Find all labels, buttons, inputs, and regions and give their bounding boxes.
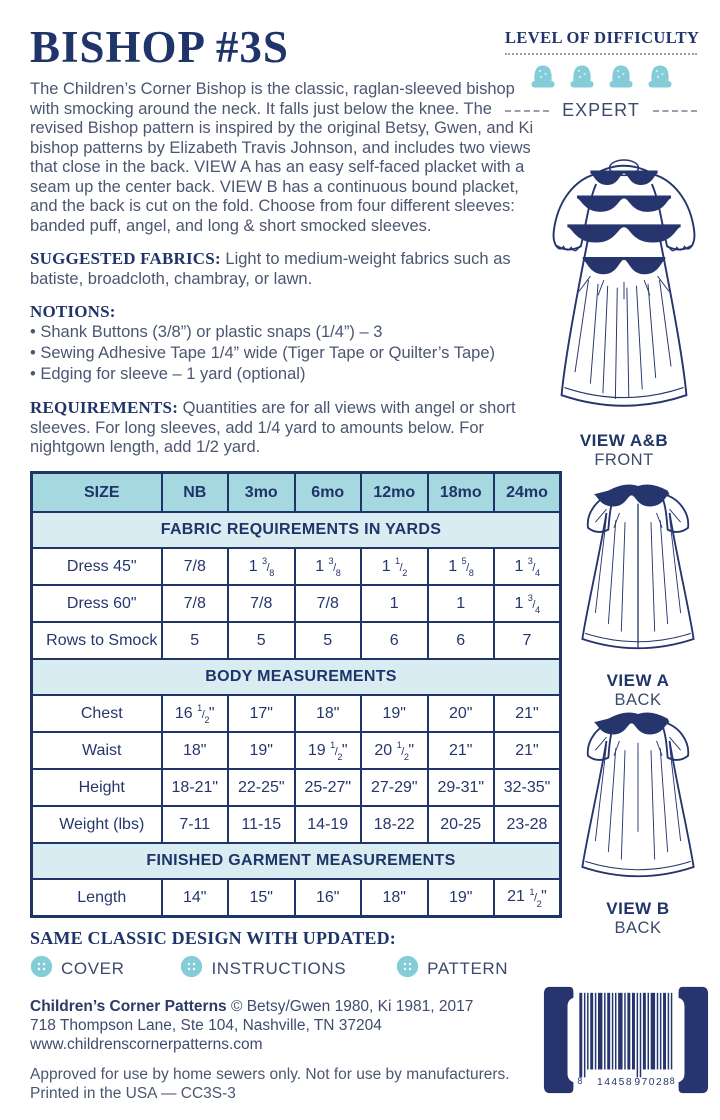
- barcode-digit-right: 97028: [634, 1077, 671, 1089]
- table-cell: 1 $^5/_8$: [428, 548, 495, 585]
- table-cell: 1: [428, 585, 495, 622]
- updated-item: [396, 955, 508, 983]
- table-cell: 21 $^1/_2$": [494, 879, 561, 916]
- address-line: 718 Thompson Lane, Ste 104, Nashville, TN 37204: [30, 1016, 382, 1034]
- view-a-sublabel: BACK: [614, 691, 662, 709]
- table-row: [32, 585, 561, 622]
- table-cell: 1 $^1/_2$: [361, 548, 428, 585]
- table-cell: 11-15: [228, 806, 295, 843]
- dress-back-b-illustration: [558, 702, 718, 892]
- table-cell: 25-27": [295, 769, 362, 806]
- table-cell: 18": [295, 695, 362, 732]
- thimble-icon: [528, 62, 558, 96]
- table-section-header: FINISHED GARMENT MEASUREMENTS: [32, 843, 561, 879]
- requirements-text: Quantities are for all views with angel or short sleeves. For long sleeves, add 1/4 yard to amounts below. For nightgown length, add 1/2 yard.: [30, 399, 516, 457]
- table-cell: 16 $^1/_2$": [162, 695, 229, 732]
- row-label: Waist: [32, 732, 162, 769]
- notions-heading: NOTIONS:: [30, 302, 116, 322]
- size-table: [30, 471, 562, 918]
- table-cell: 18": [162, 732, 229, 769]
- main-column: [30, 24, 562, 1103]
- table-cell: 1 $^3/_4$: [494, 585, 561, 622]
- table-cell: 7-11: [162, 806, 229, 843]
- company-name: Children’s Corner Patterns: [30, 997, 227, 1015]
- barcode-bars: [579, 993, 672, 1078]
- copyright-text: © Betsy/Gwen 1980, Ki 1981, 2017: [226, 997, 474, 1015]
- dotted-divider: [505, 53, 697, 55]
- difficulty-level-row: [505, 100, 697, 121]
- thimble-icon: [606, 62, 636, 96]
- table-cell: 21": [494, 732, 561, 769]
- table-row: [32, 548, 561, 585]
- button-icon: [396, 955, 419, 983]
- button-icon: [30, 955, 53, 983]
- table-cell: 18-21": [162, 769, 229, 806]
- size-column-12mo: 12mo: [361, 472, 428, 512]
- size-column-3mo: 3mo: [228, 472, 295, 512]
- figure-view-ab-front: [528, 136, 720, 470]
- table-cell: 15": [228, 879, 295, 916]
- notions-section: [30, 302, 562, 385]
- table-cell: 16": [295, 879, 362, 916]
- dress-front-illustration: [529, 136, 719, 424]
- notions-list: [30, 322, 562, 385]
- table-row: [32, 732, 561, 769]
- updated-heading: SAME CLASSIC DESIGN WITH UPDATED:: [30, 927, 397, 948]
- row-label: Height: [32, 769, 162, 806]
- difficulty-panel: [505, 28, 700, 121]
- suggested-fabrics-text: Light to medium-weight fabrics such as batiste, broadcloth, chambray, or lawn.: [30, 250, 511, 288]
- table-cell: 5: [295, 622, 362, 659]
- table-cell: 1 $^3/_8$: [228, 548, 295, 585]
- dashed-line-right: [653, 110, 697, 112]
- figure-view-a-back: [556, 474, 720, 710]
- table-cell: 14": [162, 879, 229, 916]
- difficulty-heading: LEVEL OF DIFFICULTY: [505, 28, 700, 47]
- updated-item-label: INSTRUCTIONS: [211, 958, 347, 978]
- size-column-NB: NB: [162, 472, 229, 512]
- updated-item-label: COVER: [61, 958, 125, 978]
- size-column-18mo: 18mo: [428, 472, 495, 512]
- barcode-digit-lead: 8: [577, 1076, 583, 1087]
- table-cell: 18-22: [361, 806, 428, 843]
- table-cell: 5: [162, 622, 229, 659]
- table-cell: 22-25": [228, 769, 295, 806]
- publisher-info: [30, 997, 562, 1054]
- table-cell: 7/8: [228, 585, 295, 622]
- table-cell: 21": [428, 732, 495, 769]
- table-section-header: BODY MEASUREMENTS: [32, 659, 561, 695]
- table-cell: 29-31": [428, 769, 495, 806]
- table-row: [32, 769, 561, 806]
- notions-item: • Shank Buttons (3/8”) or plastic snaps (1/4”) – 3: [30, 322, 562, 343]
- view-b-sublabel: BACK: [614, 919, 662, 937]
- updated-item: [180, 955, 346, 983]
- row-label: Rows to Smock: [32, 622, 162, 659]
- website-line: www.childrenscornerpatterns.com: [30, 1035, 263, 1053]
- table-cell: 6: [428, 622, 495, 659]
- row-label: Dress 60": [32, 585, 162, 622]
- table-cell: 6: [361, 622, 428, 659]
- row-label: Weight (lbs): [32, 806, 162, 843]
- row-label: Chest: [32, 695, 162, 732]
- table-cell: 7/8: [162, 585, 229, 622]
- table-cell: 14-19: [295, 806, 362, 843]
- view-a-label: VIEW A: [606, 671, 670, 690]
- table-cell: 27-29": [361, 769, 428, 806]
- table-cell: 19": [361, 695, 428, 732]
- table-cell: 17": [228, 695, 295, 732]
- spool-barcode: [540, 984, 712, 1101]
- table-cell: 20 $^1/_2$": [361, 732, 428, 769]
- table-cell: 1: [361, 585, 428, 622]
- barcode-digit-check: 8: [669, 1076, 675, 1087]
- updated-items: [30, 955, 562, 983]
- page-title: BISHOP #3S: [30, 22, 289, 72]
- table-row: [32, 879, 561, 916]
- suggested-fabrics-heading: SUGGESTED FABRICS:: [30, 249, 221, 269]
- barcode-digit-left: 14458: [597, 1077, 634, 1089]
- table-cell: 18": [361, 879, 428, 916]
- table-row: [32, 695, 561, 732]
- difficulty-level-label: EXPERT: [562, 100, 640, 120]
- table-cell: 7/8: [295, 585, 362, 622]
- table-section-header: FABRIC REQUIREMENTS IN YARDS: [32, 512, 561, 548]
- updated-item-label: PATTERN: [427, 958, 509, 978]
- approval-line-1: Approved for use by home sewers only. Not for use by manufacturers.: [30, 1065, 510, 1083]
- row-label: Length: [32, 879, 162, 916]
- approval-note: [30, 1065, 562, 1103]
- view-ab-sublabel: FRONT: [594, 451, 654, 469]
- approval-line-2: Printed in the USA — CC3S-3: [30, 1084, 236, 1102]
- view-ab-label: VIEW A&B: [579, 431, 669, 450]
- table-cell: 1 $^3/_8$: [295, 548, 362, 585]
- requirements-heading: REQUIREMENTS:: [30, 398, 179, 418]
- table-cell: 19": [228, 732, 295, 769]
- dashed-line-left: [505, 110, 549, 112]
- suggested-fabrics-paragraph: [30, 249, 562, 289]
- table-cell: 20": [428, 695, 495, 732]
- notions-item: • Edging for sleeve – 1 yard (optional): [30, 364, 562, 385]
- table-cell: 20-25: [428, 806, 495, 843]
- copyright-line: [30, 997, 562, 1016]
- pattern-description: The Children’s Corner Bishop is the classic, raglan-sleeved bishop with smocking around the neck. It falls just below the knee. The revised Bishop pattern is inspired by the original Betsy, Gwen, and Ki bishop patterns by Elizabeth Travis Johnson, and includes two views that close in the back. VIEW A has an easy self-faced placket with a seam up the center back. VIEW B has a continuous bound placket, and the back is cut on the fold. Choose from four different sleeves: banded puff, angel, and long & short smocked sleeves.: [30, 80, 534, 235]
- table-cell: 32-35": [494, 769, 561, 806]
- table-cell: 7: [494, 622, 561, 659]
- requirements-paragraph: [30, 398, 562, 458]
- updated-item: [30, 955, 124, 983]
- thimble-icon: [645, 62, 675, 96]
- size-column-24mo: 24mo: [494, 472, 561, 512]
- dress-back-a-illustration: [558, 474, 718, 664]
- table-cell: 19 $^1/_2$": [295, 732, 362, 769]
- table-cell: 7/8: [162, 548, 229, 585]
- updated-section: [30, 928, 562, 983]
- table-cell: 5: [228, 622, 295, 659]
- barcode-icon: [540, 984, 712, 1096]
- table-cell: 21": [494, 695, 561, 732]
- button-icon: [180, 955, 203, 983]
- table-cell: 19": [428, 879, 495, 916]
- size-column-header: SIZE: [32, 472, 162, 512]
- table-row: [32, 622, 561, 659]
- table-cell: 1 $^3/_4$: [494, 548, 561, 585]
- table-cell: 23-28: [494, 806, 561, 843]
- size-column-6mo: 6mo: [295, 472, 362, 512]
- figure-view-b-back: [556, 702, 720, 938]
- view-b-label: VIEW B: [606, 899, 670, 918]
- thimble-rating: [505, 62, 697, 96]
- notions-item: • Sewing Adhesive Tape 1/4” wide (Tiger Tape or Quilter’s Tape): [30, 343, 562, 364]
- thimble-icon: [567, 62, 597, 96]
- row-label: Dress 45": [32, 548, 162, 585]
- table-row: [32, 806, 561, 843]
